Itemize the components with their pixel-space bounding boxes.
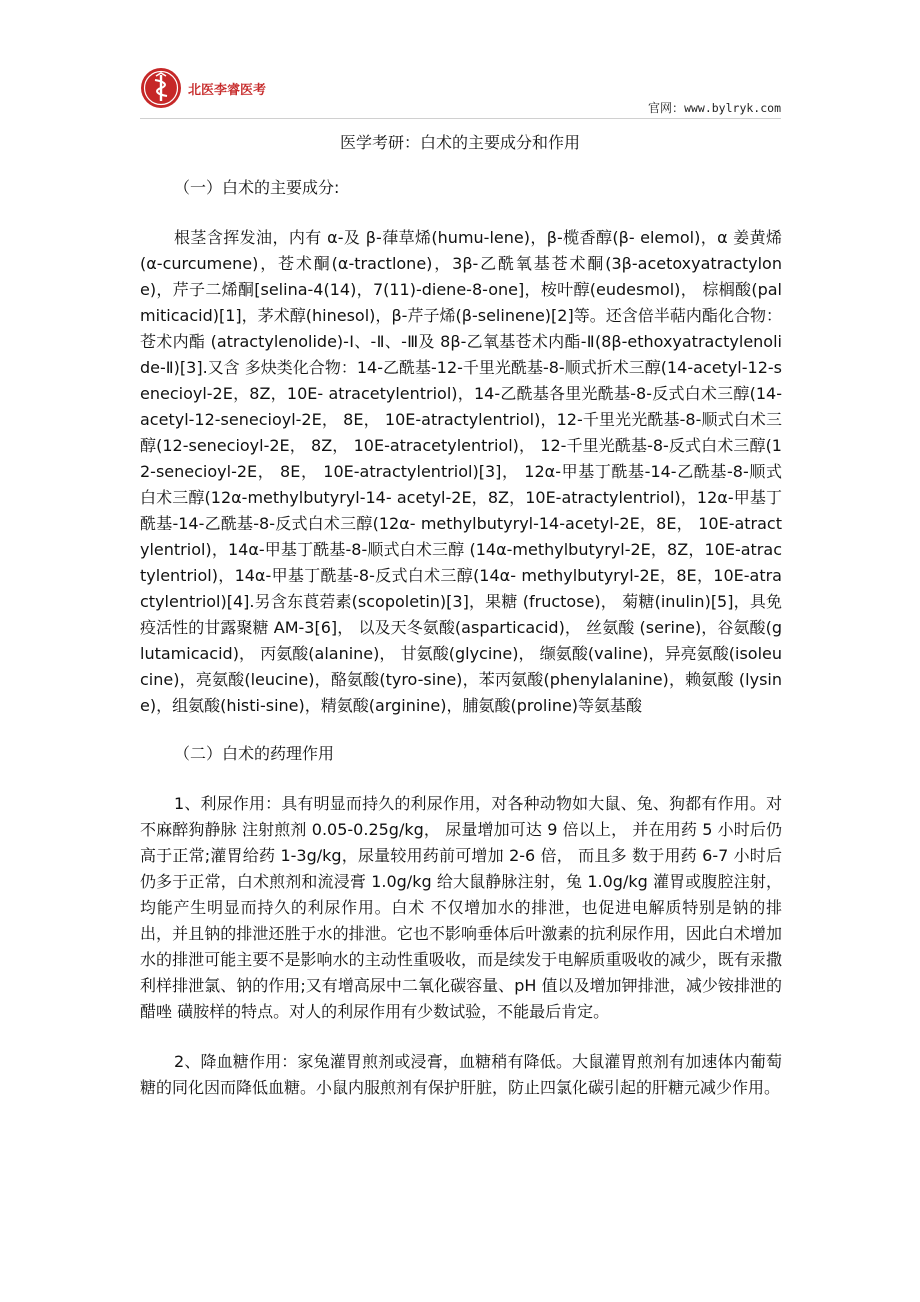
section-heading-components: （一）白术的主要成分:: [174, 178, 340, 197]
components-paragraph: 根茎含挥发油，内有 α-及 β-葎草烯(humu-lene)，β-榄香醇(β- elemol)，α 姜黄烯(α-curcumene)，苍术酮(α-tractlone)，3β-乙酰氧基苍术酮(3β-acetoxyatractylone)，芹子二烯酮[selina-4(14)，7(11)-diene-8-one]，桉叶醇(eudesmol)， 棕榈酸(palmiticacid)[1]，茅术醇(hinesol)，β-芹子烯(β-selinene)[2]等。还含倍半萜内酯化合物：苍术内酯 (atractylenolide)-Ⅰ、-Ⅱ、-Ⅲ及 8β-乙氧基苍术内酯-Ⅱ(8β-ethoxyatractylenolide-Ⅱ)[3].又含 多炔类化合物：14-乙酰基-12-千里光酰基-8-顺式折术三醇(14-acetyl-12-senecioyl-2E，8Z，10E- atracetylentriol)，14-乙酰基各里光酰基-8-反式白术三醇(14-acetyl-12-senecioyl-2E， 8E， 10E-atractylentriol)，12-千里光光酰基-8-顺式白术三醇(12-senecioyl-2E， 8Z， 10E-atracetylentriol)， 12-千里光酰基-8-反式白术三醇(12-senecioyl-2E， 8E， 10E-atractylentriol)[3]， 12α-甲基丁酰基-14-乙酰基-8-顺式白术三醇(12α-methylbutyryl-14- acetyl-2E，8Z，10E-atractylentriol)，12α-甲基丁酰基-14-乙酰基-8-反式白术三醇(12α- methylbutyryl-14-acetyl-2E，8E， 10E-atractylentriol)，14α-甲基丁酰基-8-顺式白术三醇 (14α-methylbutyryl-2E，8Z，10E-atractylentriol)，14α-甲基丁酰基-8-反式白术三醇(14α- methylbutyryl-2E，8E，10E-atractylentriol)[4].另含东莨菪素(scopoletin)[3]，果糖 (fructose)， 菊糖(inulin)[5]，具免疫活性的甘露聚糖 AM-3[6]， 以及天冬氨酸(asparticacid)， 丝氨酸 (serine)，谷氨酸(glutamicacid)， 丙氨酸(alanine)， 甘氨酸(glycine)， 缬氨酸(valine)，异亮氨酸(isoleucine)，亮氨酸(leucine)，酪氨酸(tyro-sine)，苯丙氨酸(phenylalanine)，赖氨酸 (lysine)，组氨酸(histi-sine)，精氨酸(arginine)，脯氨酸(proline)等氨基酸: [140, 228, 782, 715]
medical-emblem-icon: [140, 67, 182, 109]
brand-logo[interactable]: [140, 64, 340, 112]
brand-name: 北医李睿医考: [188, 82, 267, 98]
header-divider: [140, 118, 781, 119]
hypoglycemic-effect-paragraph: 2、降血糖作用：家兔灌胃煎剂或浸膏，血糖稍有降低。大鼠灌胃煎剂有加速体内葡萄糖的同化因而降低血糖。小鼠内服煎剂有保护肝脏，防止四氯化碳引起的肝糖元减少作用。: [140, 1052, 782, 1097]
document-title: 医学考研：白术的主要成分和作用: [339, 133, 580, 152]
website-url[interactable]: www.bylryk.com: [684, 101, 781, 115]
website-info: [648, 99, 781, 116]
document-body: [140, 175, 782, 1101]
website-label: 官网：: [648, 101, 685, 115]
diuretic-effect-paragraph: 1、利尿作用：具有明显而持久的利尿作用，对各种动物如大鼠、兔、狗都有作用。对不麻醉狗静脉 注射煎剂 0.05-0.25g/kg， 尿量增加可达 9 倍以上， 并在用药 5 小时后仍高于正常;灌胃给药 1-3g/kg，尿量较用药前可增加 2-6 倍， 而且多 数于用药 6-7 小时后仍多于正常，白术煎剂和流浸膏 1.0g/kg 给大鼠静脉注射，兔 1.0g/kg 灌胃或腹腔注射，均能产生明显而持久的利尿作用。白术 不仅增加水的排泄，也促进电解质特别是钠的排出，并且钠的排泄还胜于水的排泄。它也不影响垂体后叶激素的抗利尿作用，因此白术增加水的排泄可能主要不是影响水的主动性重吸收，而是续发于电解质重吸收的减少，既有汞撒利样排泄氯、钠的作用;又有增高尿中二氧化碳容量、pH 值以及增加钾排泄，减少铵排泄的醋唑 磺胺样的特点。对人的利尿作用有少数试验，不能最后肯定。: [140, 794, 782, 1021]
page-header: [0, 0, 920, 120]
section-heading-pharmacology: （二）白术的药理作用: [174, 744, 335, 763]
